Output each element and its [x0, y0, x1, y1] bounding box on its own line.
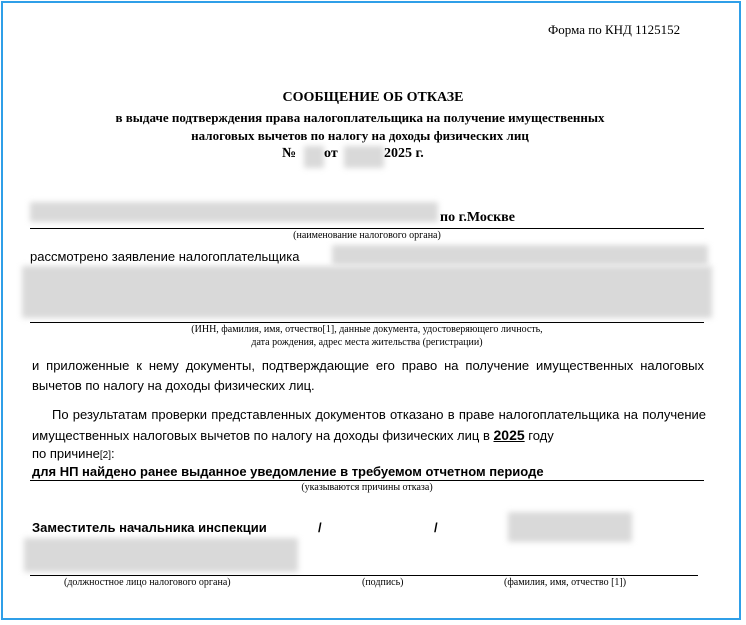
tax-authority-suffix: по г.Москве [440, 210, 515, 225]
signature-separator-2: / [434, 520, 438, 535]
reason-line [30, 480, 704, 481]
document-subtitle-line2: налоговых вычетов по налогу на доходы физических лиц [191, 128, 529, 143]
form-code: Форма по КНД 1125152 [548, 22, 681, 37]
redacted-taxpayer-details [22, 266, 712, 318]
result-year-suffix: году [528, 428, 554, 443]
documents-paragraph: и приложенные к нему документы, подтверждающие его право на получение имущественных налоговых вычетов по налогу на доходы физических лиц. [32, 358, 704, 393]
signatory-position: Заместитель начальника инспекции [32, 520, 267, 535]
redacted-taxpayer-line1 [332, 245, 708, 265]
result-paragraph-text: По результатам проверки представленных документов отказано в праве налогоплательщика на получение имущественных налоговых вычетов по налогу на доходы физических лиц в [32, 407, 706, 443]
tax-authority-line [30, 228, 704, 229]
redacted-signatory-position [24, 538, 298, 572]
tax-authority-caption: (наименование налогового органа) [293, 230, 441, 241]
number-prefix: № [282, 146, 297, 161]
signature-separator-1: / [318, 520, 322, 535]
taxpayer-intro: рассмотрено заявление налогоплательщика [30, 249, 300, 264]
redacted-date [344, 146, 384, 168]
number-date-label: от [324, 146, 338, 161]
reason-footnote-ref: [2] [99, 450, 111, 461]
redacted-number [304, 146, 324, 168]
taxpayer-caption-line2: дата рождения, адрес места жительства (регистрации) [251, 337, 483, 348]
redacted-signatory-name [508, 512, 632, 542]
redacted-tax-authority [30, 202, 438, 222]
result-year: 2025 [493, 427, 525, 443]
result-paragraph [32, 405, 706, 446]
reason-prefix: по причине [32, 446, 100, 461]
signature-line [30, 575, 698, 576]
signature-caption-official: (должностное лицо налогового органа) [64, 577, 231, 588]
signature-caption-sign: (подпись) [362, 577, 404, 588]
taxpayer-line [30, 322, 704, 323]
document-subtitle-line1: в выдаче подтверждения права налогоплательщика на получение имущественных [115, 110, 605, 125]
reason-caption: (указываются причины отказа) [301, 482, 433, 493]
document-title: СООБЩЕНИЕ ОБ ОТКАЗЕ [282, 90, 464, 105]
number-year: 2025 г. [384, 146, 424, 161]
reason-label [32, 446, 115, 461]
reason-text: для НП найдено ранее выданное уведомление в требуемом отчетном периоде [32, 464, 544, 479]
reason-colon: : [110, 446, 115, 461]
signature-caption-name: (фамилия, имя, отчество [1]) [504, 577, 627, 588]
taxpayer-caption-line1: (ИНН, фамилия, имя, отчество[1], данные документа, удостоверяющего личность, [191, 324, 543, 335]
